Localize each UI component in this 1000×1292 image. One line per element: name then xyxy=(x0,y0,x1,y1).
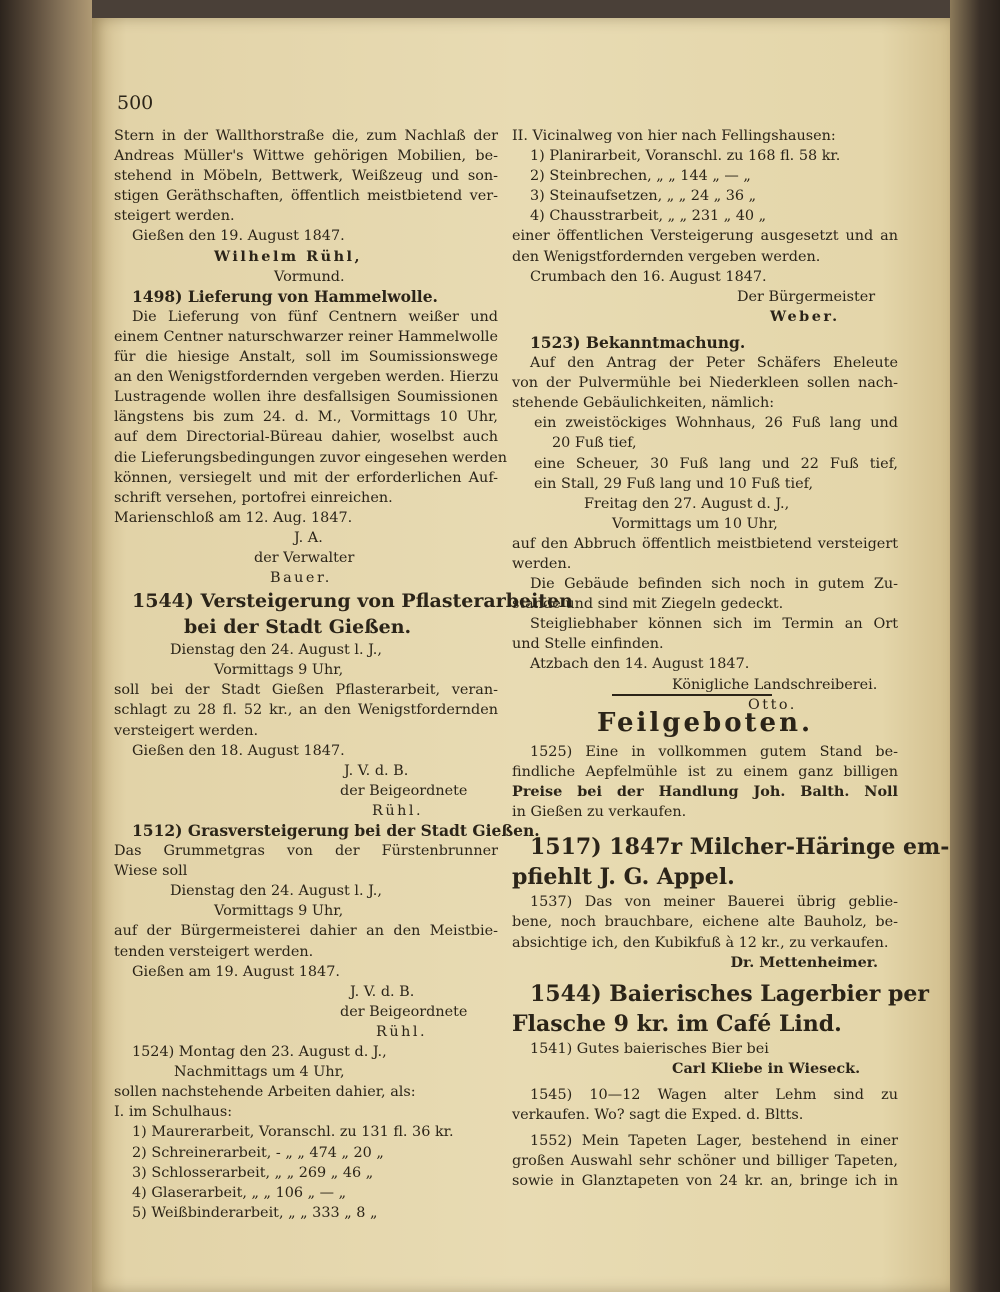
text-line: den Wenigstfordernden vergeben werden. xyxy=(512,248,821,265)
text-line: auf der Bürgermeisterei dahier an den Meistbie- xyxy=(114,923,498,940)
text-line: stehende Gebäulichkeiten, nämlich: xyxy=(512,395,775,412)
cost-item: 3) Steinaufsetzen, „ „ 24 „ 36 „ xyxy=(530,188,757,205)
ad-herrings xyxy=(512,832,950,892)
notice-signature: Otto. xyxy=(748,696,797,713)
text-line: an den Wenigstfordernden vergeben werden. Hierzu xyxy=(114,369,499,386)
cost-item: 1) Planirarbeit, Voranschl. zu 168 fl. 58 kr. xyxy=(530,148,841,165)
text-line: für die hiesige Anstalt, soll im Soumissionswege xyxy=(114,349,498,366)
text-line: Freitag den 27. August d. J., xyxy=(584,495,790,512)
text-line: einer öffentlichen Versteigerung ausgesetzt und an xyxy=(512,228,898,245)
text-line: Wiese soll xyxy=(114,863,188,880)
notice-date: Atzbach den 14. August 1847. xyxy=(530,656,750,673)
text-line: Dienstag den 24. August l. J., xyxy=(170,883,382,900)
ad-lager-beer xyxy=(512,979,929,1039)
notice-signature: J. A. xyxy=(294,529,323,546)
text-line: tenden versteigert werden. xyxy=(114,943,314,960)
notice-date: Marienschloß am 12. Aug. 1847. xyxy=(114,509,353,526)
notice-date: Gießen den 18. August 1847. xyxy=(132,742,345,759)
text-line: 1525) Eine in vollkommen gutem Stand be- xyxy=(530,744,898,760)
text-line: sowie in Glanztapeten von 24 kr. an, bringe ich in xyxy=(512,1173,898,1190)
text-line: stande und sind mit Ziegeln gedeckt. xyxy=(512,596,784,613)
ad-bavarian-beer xyxy=(512,1039,898,1079)
text-line: Preise bei der Handlung Joh. Balth. Noll xyxy=(512,783,898,801)
text-line: auf dem Directorial-Büreau dahier, woselbst auch xyxy=(114,429,498,446)
ad-headline: 1544) Baierisches Lagerbier per xyxy=(530,980,929,1007)
text-line: eine Scheuer, 30 Fuß lang und 22 Fuß tief, xyxy=(534,455,898,472)
text-line: ein zweistöckiges Wohnhaus, 26 Fuß lang und xyxy=(534,415,898,432)
text-line: ein Stall, 29 Fuß lang und 10 Fuß tief, xyxy=(534,475,814,492)
text-line: Das Grummetgras von der Fürstenbrunner xyxy=(114,843,498,860)
notice-grass-auction xyxy=(114,821,540,1042)
text-line: können, versiegelt und mit der erforderlichen Auf- xyxy=(114,469,498,486)
cost-item: 3) Schlosserarbeit, „ „ 269 „ 46 „ xyxy=(132,1164,374,1181)
text-line: 1537) Das von meiner Bauerei übrig geblie- xyxy=(530,894,898,911)
text-line: Stern in der Wallthorstraße die, zum Nachlaß der xyxy=(114,128,498,144)
text-line: Dienstag den 24. August l. J., xyxy=(170,642,382,659)
text-line: absichtige ich, den Kubikfuß à 12 kr., zu verkaufen. xyxy=(512,934,889,951)
list-subheading: I. im Schulhaus: xyxy=(114,1104,233,1121)
text-line: Steigliebhaber können sich im Termin an Ort xyxy=(530,616,898,633)
section-divider xyxy=(612,694,772,696)
text-line: in Gießen zu verkaufen. xyxy=(512,804,687,821)
text-line: 1524) Montag den 23. August d. J., xyxy=(132,1044,387,1061)
text-line: Andreas Müller's Wittwe gehörigen Mobilien, be- xyxy=(114,148,498,165)
ad-loam xyxy=(512,1085,898,1125)
notice-signature: Rühl. xyxy=(372,802,424,819)
cost-item: 2) Schreinerarbeit, - „ „ 474 „ 20 „ xyxy=(132,1144,384,1161)
notice-date: Gießen den 19. August 1847. xyxy=(132,228,345,245)
ad-headline: pfiehlt J. G. Appel. xyxy=(512,864,735,891)
cost-item: 4) Chausstrarbeit, „ „ 231 „ 40 „ xyxy=(530,208,767,225)
notice-signature: J. V. d. B. xyxy=(350,983,415,1000)
notice-signature: J. V. d. B. xyxy=(344,762,409,779)
notice-heading: 1544) Versteigerung von Pflasterarbeiten xyxy=(132,590,573,613)
notice-signature-title: der Verwalter xyxy=(254,549,355,566)
notice-date: Crumbach den 16. August 1847. xyxy=(530,268,767,285)
text-line: Die Gebäude befinden sich noch in gutem Zu- xyxy=(530,576,898,593)
page-edge xyxy=(950,0,1000,1292)
text-line: 20 Fuß tief, xyxy=(552,435,637,452)
notice-paving-auction xyxy=(114,588,573,821)
cost-item: 1) Maurerarbeit, Voranschl. zu 131 fl. 36 kr. xyxy=(132,1124,454,1141)
text-line: sollen nachstehende Arbeiten dahier, als: xyxy=(114,1084,416,1101)
text-line: großen Auswahl sehr schöner und billiger Tapeten, xyxy=(512,1153,898,1170)
notice-building-demolition xyxy=(512,333,898,715)
text-line: die Lieferungsbedingungen zuvor eingesehen werden xyxy=(114,449,508,466)
notice-signature: Wilhelm Rühl, xyxy=(214,247,363,265)
text-line: findliche Aepfelmühle ist zu einem ganz billigen xyxy=(512,764,898,781)
text-line: verkaufen. Wo? sagt die Exped. d. Bltts. xyxy=(512,1107,804,1124)
notice-heading: 1523) Bekanntmachung. xyxy=(530,332,746,352)
text-line: steigert werden. xyxy=(114,208,235,225)
text-line: Vormittags 9 Uhr, xyxy=(214,662,344,679)
text-line: längstens bis zum 24. d. M., Vormittags 10 Uhr, xyxy=(114,409,498,426)
text-line: soll bei der Stadt Gießen Pflasterarbeit, veran- xyxy=(114,682,498,699)
notice-heading: 1498) Lieferung von Hammelwolle. xyxy=(132,286,438,306)
text-line: Vormittags um 10 Uhr, xyxy=(612,515,778,532)
text-line: versteigert werden. xyxy=(114,722,259,739)
ad-apple-mill xyxy=(512,742,898,822)
classified-ads xyxy=(512,742,950,1191)
section-heading: Feilgeboten. xyxy=(596,708,814,738)
notice-signature-title: der Beigeordnete xyxy=(340,1003,468,1020)
text-line: Lustragende wollen ihre desfallsigen Soumissionen xyxy=(114,389,498,406)
ad-wallpaper xyxy=(512,1131,898,1191)
notice-signature-title: Königliche Landschreiberei. xyxy=(672,676,878,693)
ad-signature: Dr. Mettenheimer. xyxy=(730,953,878,971)
notice-heading: 1512) Grasversteigerung bei der Stadt Gießen. xyxy=(132,821,540,840)
text-line: werden. xyxy=(512,555,572,572)
ad-headline: Flasche 9 kr. im Café Lind. xyxy=(512,1010,842,1037)
cost-item: 4) Glaserarbeit, „ „ 106 „ — „ xyxy=(132,1184,347,1201)
notice-signature-title: Der Bürgermeister xyxy=(737,288,876,305)
notice-works-contract xyxy=(114,1042,498,1223)
text-line: 1545) 10—12 Wagen alter Lehm sind zu xyxy=(530,1086,898,1103)
text-line: schlagt zu 28 fl. 52 kr., an den Wenigstfordernden xyxy=(114,702,498,719)
text-line: Auf den Antrag der Peter Schäfers Eheleute xyxy=(530,355,898,372)
ad-headline: 1517) 1847r Milcher-Häringe em- xyxy=(530,834,950,861)
right-column xyxy=(512,126,898,715)
notice-road-works xyxy=(512,126,898,327)
notice-signature: Weber. xyxy=(770,307,840,325)
text-line: stigen Geräthschaften, öffentlich meistbietend ver- xyxy=(114,188,498,205)
cost-item: 2) Steinbrechen, „ „ 144 „ — „ xyxy=(530,168,751,185)
notice-wool-delivery xyxy=(114,286,508,588)
notice-signature-title: Vormund. xyxy=(274,268,345,285)
text-line: stehend in Möbeln, Bettwerk, Weißzeug und son- xyxy=(114,168,498,185)
notice-heading: bei der Stadt Gießen. xyxy=(184,616,412,639)
notice-signature: Rühl. xyxy=(376,1023,428,1040)
text-line: 1541) Gutes baierisches Bier bei xyxy=(530,1040,769,1057)
text-line: einem Centner naturschwarzer reiner Hammelwolle xyxy=(114,328,498,345)
text-line: Die Lieferung von fünf Centnern weißer und xyxy=(132,308,498,325)
ad-timber xyxy=(512,892,898,972)
notice-signature-title: der Beigeordnete xyxy=(340,782,468,799)
text-line: von der Pulvermühle bei Niederkleen sollen nach- xyxy=(512,375,898,392)
text-line: bene, noch brauchbare, eichene alte Bauholz, be- xyxy=(512,914,898,931)
notice-date: Gießen am 19. August 1847. xyxy=(132,963,340,980)
text-line: Vormittags 9 Uhr, xyxy=(214,903,344,920)
ad-vendor: Carl Kliebe in Wieseck. xyxy=(672,1059,861,1077)
text-line: 1552) Mein Tapeten Lager, bestehend in einer xyxy=(530,1133,898,1150)
text-line: schrift versehen, portofrei einreichen. xyxy=(114,489,393,506)
text-line: und Stelle einfinden. xyxy=(512,636,664,653)
page-number: 500 xyxy=(117,92,154,114)
text-line: Nachmittags um 4 Uhr, xyxy=(174,1064,345,1081)
notice-estate-sale xyxy=(114,126,498,287)
book-gutter xyxy=(0,0,92,1292)
cost-item: 5) Weißbinderarbeit, „ „ 333 „ 8 „ xyxy=(132,1204,378,1221)
notice-signature: Bauer. xyxy=(270,570,332,587)
text-line: auf den Abbruch öffentlich meistbietend versteigert xyxy=(512,535,898,552)
list-subheading: II. Vicinalweg von hier nach Fellingshausen: xyxy=(512,128,836,144)
left-column xyxy=(114,126,573,1223)
